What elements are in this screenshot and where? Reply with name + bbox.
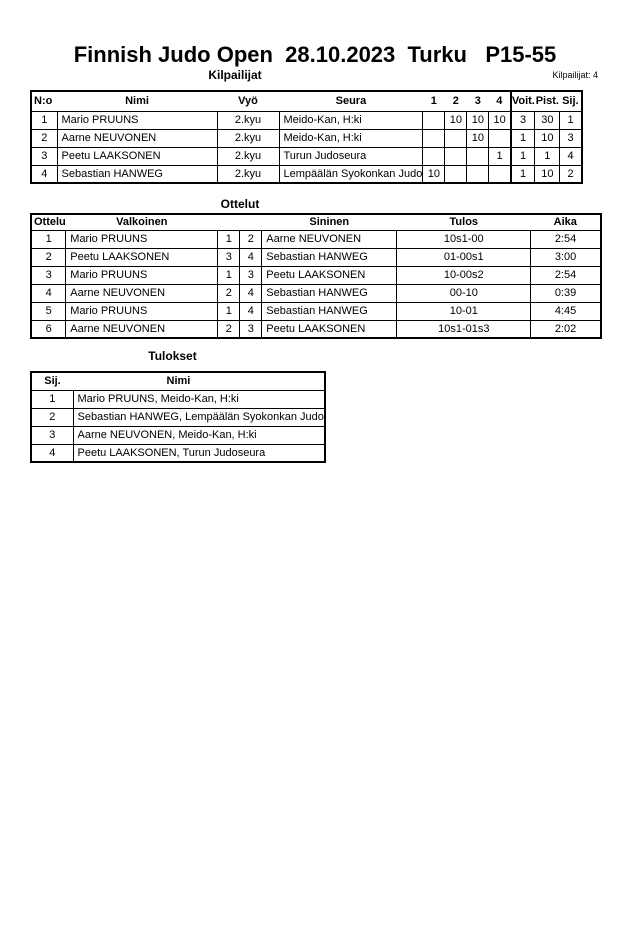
subtitle-row <box>0 69 630 83</box>
cell-result: 10-01 <box>397 302 531 320</box>
cell-score4 <box>489 165 511 183</box>
competitor-row <box>31 111 582 129</box>
cell-white-number: 3 <box>218 248 240 266</box>
cell-pist: 1 <box>535 147 560 165</box>
cell-time: 2:54 <box>531 266 601 284</box>
competitor-row <box>31 129 582 147</box>
result-row <box>31 426 325 444</box>
cell-seura: Turun Judoseura <box>279 147 423 165</box>
cell-score4: 10 <box>489 111 511 129</box>
cell-nimi: Peetu LAAKSONEN <box>57 147 217 165</box>
cell-sij: 2 <box>560 165 582 183</box>
col-header-pist: Pist. <box>535 91 560 111</box>
matches-header-row <box>31 214 601 230</box>
result-row <box>31 390 325 408</box>
cell-result: 00-10 <box>397 284 531 302</box>
cell-blue-name: Peetu LAAKSONEN <box>262 266 397 284</box>
cell-placement: 2 <box>31 408 73 426</box>
col-header-round2: 2 <box>445 91 467 111</box>
cell-match-number: 2 <box>31 248 66 266</box>
cell-score1 <box>423 129 445 147</box>
match-row <box>31 248 601 266</box>
cell-placement: 3 <box>31 426 73 444</box>
cell-time: 2:02 <box>531 320 601 338</box>
results-table <box>30 371 326 463</box>
cell-time: 0:39 <box>531 284 601 302</box>
competitors-header-row <box>31 91 582 111</box>
cell-white-number: 2 <box>218 320 240 338</box>
match-row <box>31 230 601 248</box>
cell-blue-name: Sebastian HANWEG <box>262 302 397 320</box>
cell-white-number: 2 <box>218 284 240 302</box>
cell-match-number: 5 <box>31 302 66 320</box>
cell-name-club: Aarne NEUVONEN, Meido-Kan, H:ki <box>73 426 325 444</box>
cell-white-name: Aarne NEUVONEN <box>66 284 218 302</box>
cell-result: 10s1-01s3 <box>397 320 531 338</box>
competitor-row <box>31 147 582 165</box>
col-header-blue-number <box>240 214 262 230</box>
cell-blue-name: Peetu LAAKSONEN <box>262 320 397 338</box>
cell-blue-name: Aarne NEUVONEN <box>262 230 397 248</box>
cell-result: 01-00s1 <box>397 248 531 266</box>
result-row <box>31 408 325 426</box>
cell-nro: 2 <box>31 129 57 147</box>
cell-sij: 4 <box>560 147 582 165</box>
cell-score3: 10 <box>467 129 489 147</box>
cell-seura: Meido-Kan, H:ki <box>279 111 423 129</box>
cell-white-number: 1 <box>218 266 240 284</box>
col-header-round4: 4 <box>489 91 511 111</box>
col-header-white-number <box>218 214 240 230</box>
cell-score3 <box>467 165 489 183</box>
col-header-sij: Sij. <box>560 91 582 111</box>
col-header-nimi: Nimi <box>57 91 217 111</box>
col-header-aika: Aika <box>531 214 601 230</box>
cell-blue-number: 3 <box>240 266 262 284</box>
cell-pist: 30 <box>535 111 560 129</box>
cell-nimi: Aarne NEUVONEN <box>57 129 217 147</box>
cell-vyo: 2.kyu <box>217 147 279 165</box>
cell-blue-name: Sebastian HANWEG <box>262 248 397 266</box>
competitor-row <box>31 165 582 183</box>
cell-time: 4:45 <box>531 302 601 320</box>
cell-voit: 1 <box>511 147 535 165</box>
cell-sij: 3 <box>560 129 582 147</box>
match-row <box>31 302 601 320</box>
cell-match-number: 1 <box>31 230 66 248</box>
cell-score3: 10 <box>467 111 489 129</box>
cell-match-number: 6 <box>31 320 66 338</box>
cell-voit: 3 <box>511 111 535 129</box>
cell-name-club: Mario PRUUNS, Meido-Kan, H:ki <box>73 390 325 408</box>
cell-white-name: Peetu LAAKSONEN <box>66 248 218 266</box>
cell-sij: 1 <box>560 111 582 129</box>
cell-blue-number: 2 <box>240 230 262 248</box>
cell-white-number: 1 <box>218 302 240 320</box>
cell-vyo: 2.kyu <box>217 165 279 183</box>
col-header-nro: N:o <box>31 91 57 111</box>
cell-white-name: Mario PRUUNS <box>66 230 218 248</box>
cell-score3 <box>467 147 489 165</box>
col-header-voit: Voit. <box>511 91 535 111</box>
col-header-seura: Seura <box>279 91 423 111</box>
cell-voit: 1 <box>511 129 535 147</box>
result-row <box>31 444 325 462</box>
cell-white-name: Mario PRUUNS <box>66 302 218 320</box>
cell-score1 <box>423 111 445 129</box>
match-row <box>31 266 601 284</box>
cell-time: 3:00 <box>531 248 601 266</box>
cell-voit: 1 <box>511 165 535 183</box>
cell-score2: 10 <box>445 111 467 129</box>
cell-match-number: 4 <box>31 284 66 302</box>
cell-score1: 10 <box>423 165 445 183</box>
cell-blue-number: 4 <box>240 302 262 320</box>
cell-white-name: Aarne NEUVONEN <box>66 320 218 338</box>
cell-score4: 1 <box>489 147 511 165</box>
cell-nro: 4 <box>31 165 57 183</box>
cell-result: 10-00s2 <box>397 266 531 284</box>
match-row <box>31 284 601 302</box>
cell-white-name: Mario PRUUNS <box>66 266 218 284</box>
cell-placement: 4 <box>31 444 73 462</box>
results-header-row <box>31 372 325 390</box>
col-header-round3: 3 <box>467 91 489 111</box>
cell-score2 <box>445 147 467 165</box>
page-title: Finnish Judo Open 28.10.2023 Turku P15-55 <box>73 42 557 67</box>
cell-time: 2:54 <box>531 230 601 248</box>
cell-blue-number: 4 <box>240 248 262 266</box>
cell-seura: Meido-Kan, H:ki <box>279 129 423 147</box>
cell-name-club: Peetu LAAKSONEN, Turun Judoseura <box>73 444 325 462</box>
cell-score4 <box>489 129 511 147</box>
cell-vyo: 2.kyu <box>217 129 279 147</box>
cell-score1 <box>423 147 445 165</box>
cell-blue-number: 4 <box>240 284 262 302</box>
section-title-ottelut: Ottelut <box>220 197 260 211</box>
cell-nro: 3 <box>31 147 57 165</box>
cell-vyo: 2.kyu <box>217 111 279 129</box>
cell-blue-number: 3 <box>240 320 262 338</box>
cell-nimi: Sebastian HANWEG <box>57 165 217 183</box>
cell-score2 <box>445 129 467 147</box>
matches-table <box>30 213 602 339</box>
col-header-nimi: Nimi <box>73 372 325 390</box>
cell-nro: 1 <box>31 111 57 129</box>
cell-pist: 10 <box>535 165 560 183</box>
cell-name-club: Sebastian HANWEG, Lempäälän Syokonkan Judo <box>73 408 325 426</box>
cell-seura: Lempäälän Syokonkan Judo <box>279 165 423 183</box>
cell-score2 <box>445 165 467 183</box>
col-header-round1: 1 <box>423 91 445 111</box>
col-header-valkoinen: Valkoinen <box>66 214 218 230</box>
cell-blue-name: Sebastian HANWEG <box>262 284 397 302</box>
match-row <box>31 320 601 338</box>
competitors-table <box>30 90 583 184</box>
cell-match-number: 3 <box>31 266 66 284</box>
section-title-kilpailijat: Kilpailijat <box>208 68 262 82</box>
col-header-ottelu: Ottelu <box>31 214 66 230</box>
cell-white-number: 1 <box>218 230 240 248</box>
cell-nimi: Mario PRUUNS <box>57 111 217 129</box>
section-title-tulokset: Tulokset <box>148 349 197 363</box>
col-header-sininen: Sininen <box>262 214 397 230</box>
cell-pist: 10 <box>535 129 560 147</box>
col-header-vyo: Vyö <box>217 91 279 111</box>
cell-placement: 1 <box>31 390 73 408</box>
col-header-sij: Sij. <box>31 372 73 390</box>
cell-result: 10s1-00 <box>397 230 531 248</box>
col-header-tulos: Tulos <box>397 214 531 230</box>
competitor-count-label: Kilpailijat: 4 <box>552 70 598 80</box>
